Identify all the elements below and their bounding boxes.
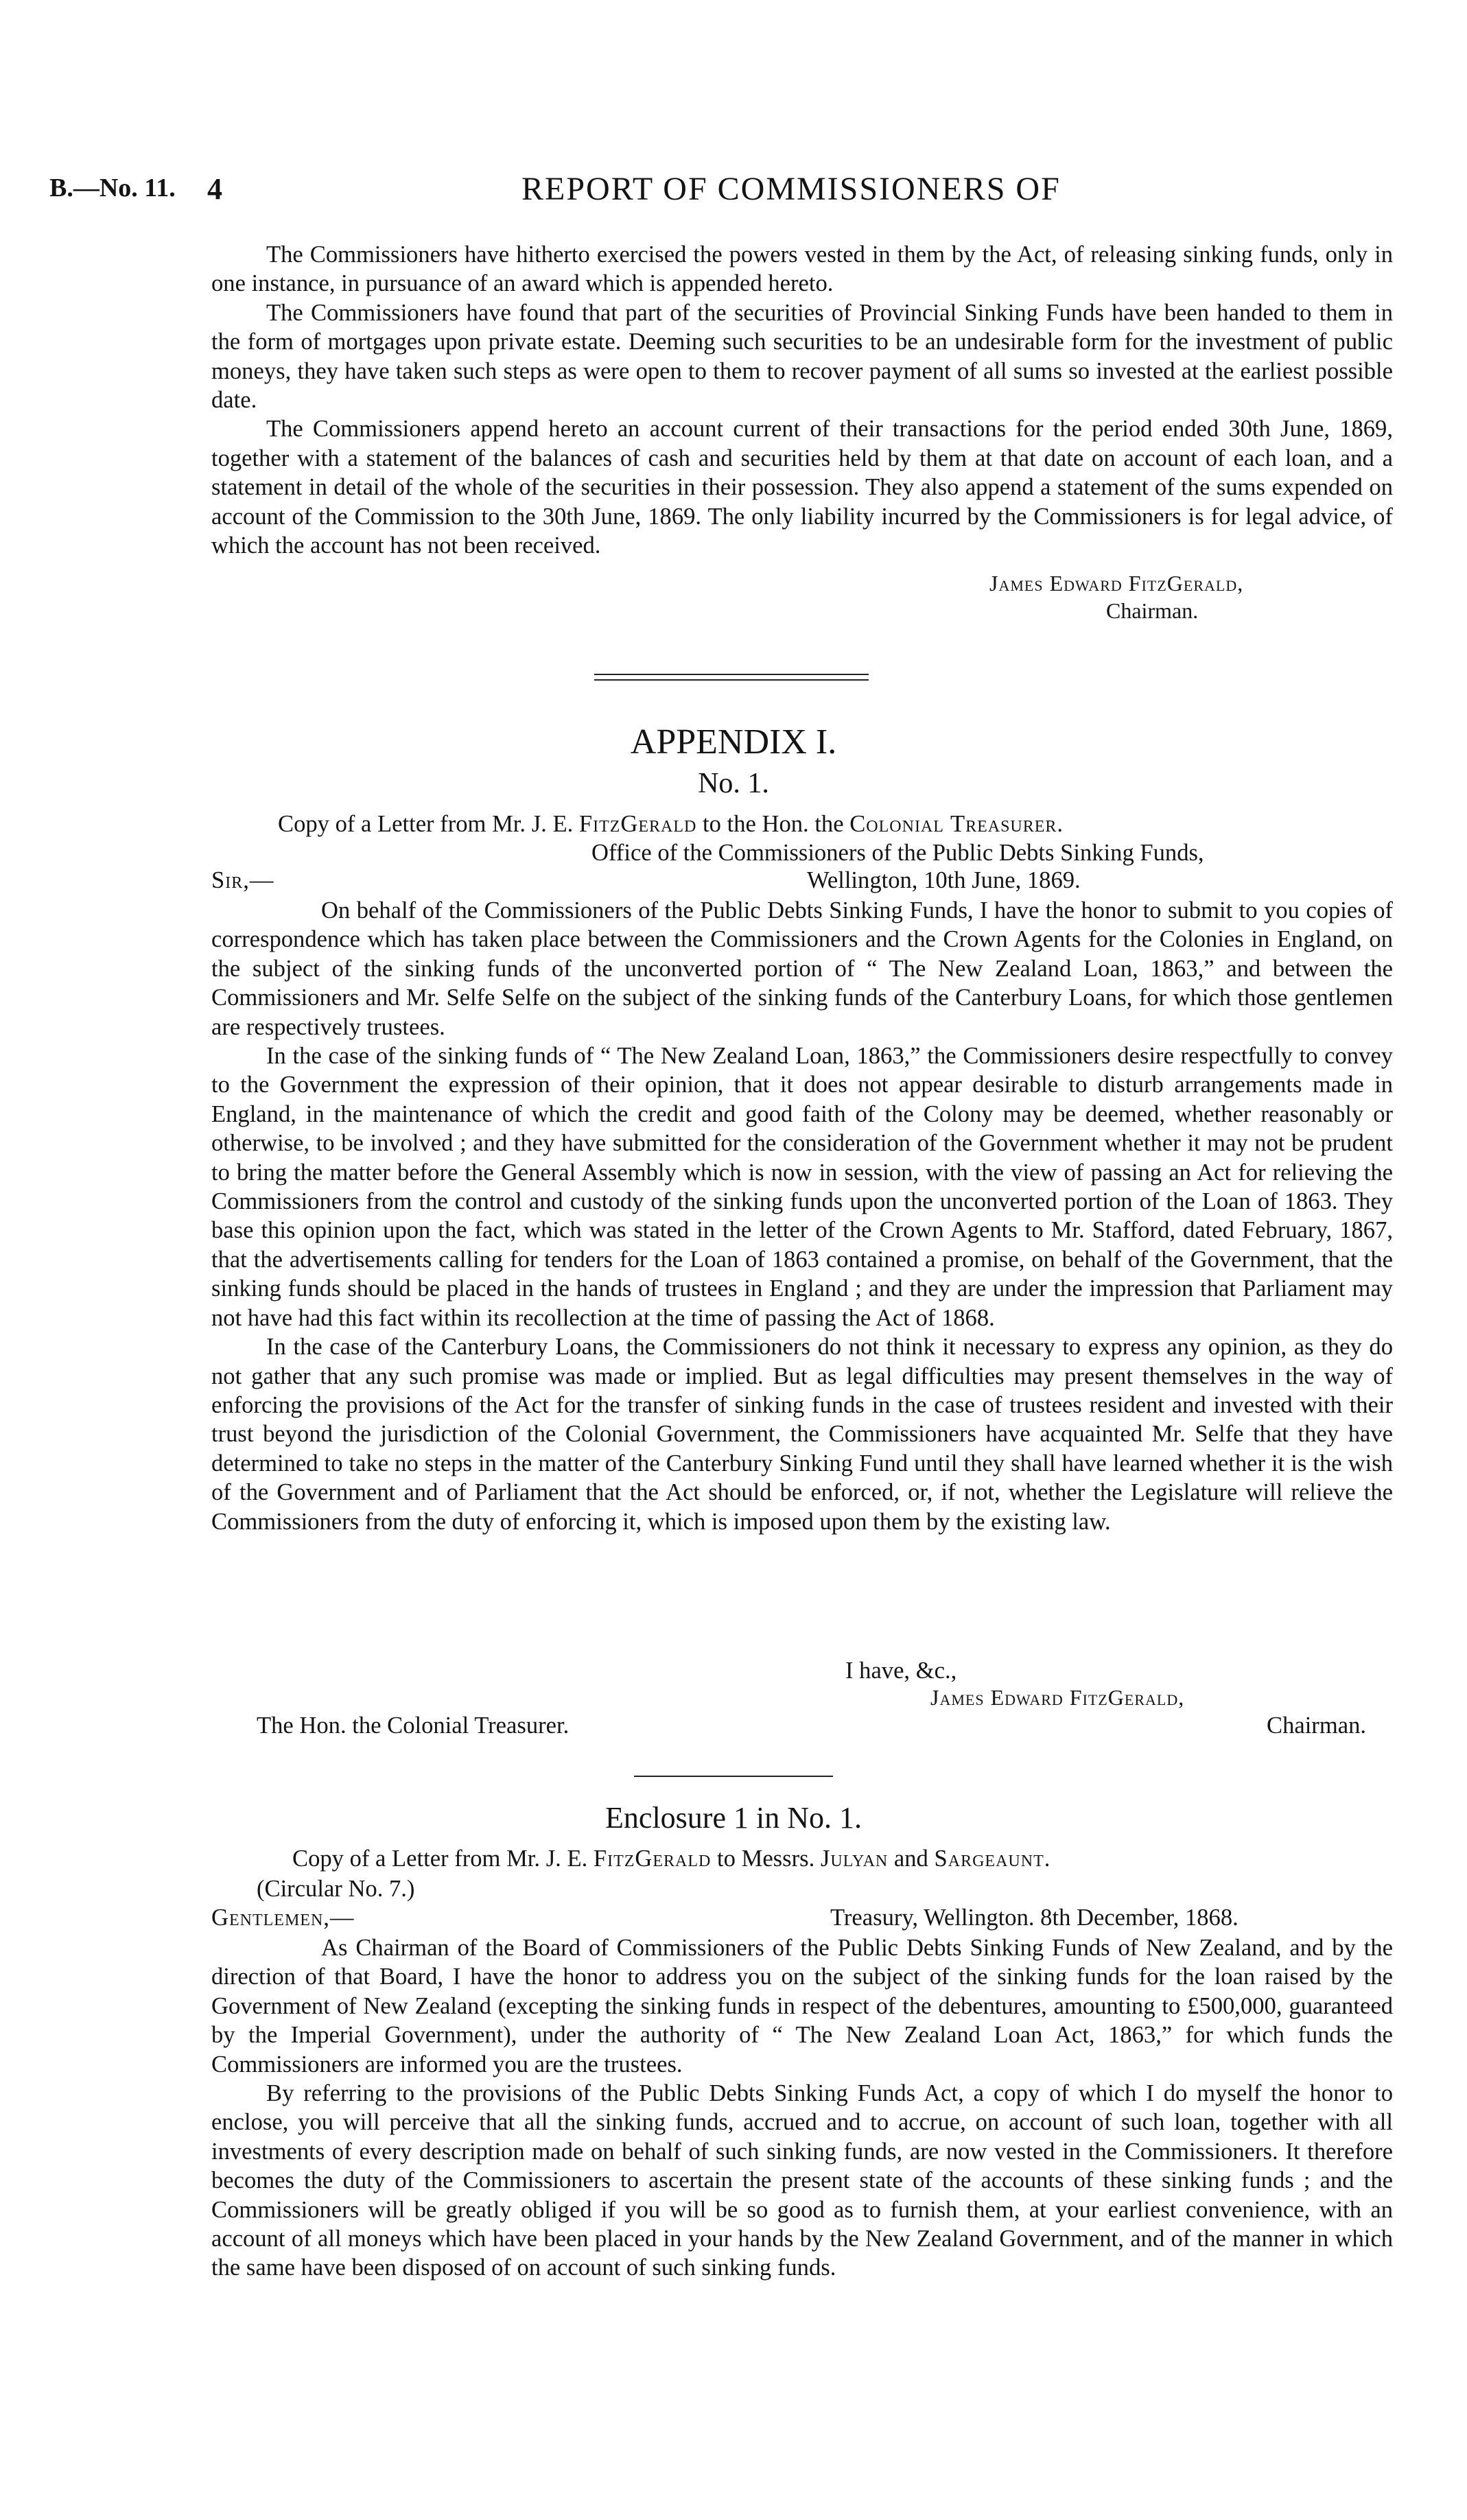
appendix-paragraph-3: In the case of the Canterbury Loans, the Commissioners do not think it necessary to express any opinion, as they do not gather that any such promise was made or implied. But as legal difficulties may present themselves in the way of enforcing the provisions of the Act for the transfer of sinking funds in the case of trustees resident and invested with their trust beyond the jurisdiction of the Colonial Government, the Commissioners have acquainted Mr. Selfe that they have determined to take no steps in the matter of the Canterbury Sinking Fund until they shall have learned whether it is the wish of the Government and of Parliament that the Act should be enforced, or, if not, whether the Legislature will relieve the Commissioners from the duty of enforcing it, which is imposed upon them by the existing law.	[211, 1334, 1393, 1535]
enclosure-caption	[292, 1846, 1051, 1872]
salutation: Sir,—	[211, 867, 274, 893]
appendix-caption	[278, 811, 1064, 838]
report-signatory-title: Chairman.	[1106, 598, 1199, 623]
appendix-paragraph-2: In the case of the sinking funds of “ The New Zealand Loan, 1863,” the Commissioners desire respectfully to convey to the Government the expression of their opinion, that it does not appear desirable to disturb arrangements made in England, in the maintenance of which the credit and good faith of the Colony may be deemed, whether reasonably or otherwise, to be involved ; and they have submitted for the consideration of the Government whether it may not be prudent to bring the matter before the General Assembly which is now in session, with the view of passing an Act for relieving the Commissioners from the control and custody of the sinking funds upon the unconverted portion of the Loan of 1863. They base this opinion upon the fact, which was stated in the letter of the Crown Agents to Mr. Stafford, dated February, 1867, that the advertisements calling for tenders for the Loan of 1863 contained a promise, on behalf of the Government, that the sinking funds should be placed in the hands of trustees in England ; and they are under the impression that Parliament may not have had this fact within its recollection at the time of passing the Act of 1868.	[211, 1043, 1393, 1331]
enclosure-caption-prefix: Copy of a Letter from Mr. J. E.	[292, 1846, 588, 1872]
enclosure-paragraph-1: As Chairman of the Board of Commissioners of the Public Debts Sinking Funds of New Zealand, and by the direction of that Board, I have the honor to address you on the subject of the sinking funds for the loan raised by the Government of New Zealand (excepting the sinking funds in respect of the debentures, amounting to £500,000, guaranteed by the Imperial Government), under the authority of “ The New Zealand Loan Act, 1863,” for which funds the Commissioners are informed you are the trustees.	[211, 1935, 1393, 2077]
report-paragraph-3: The Commissioners append hereto an account current of their transactions for the period ended 30th June, 1869, together with a statement of the balances of cash and securities held by them at that date on account of each loan, and a statement in detail of the whole of the securities in their possession. They also append a statement of the sums expended on account of the Commission to the 30th June, 1869. The only liability incurred by the Commissioners is for legal advice, of which the account has not been received.	[211, 416, 1393, 559]
page-number: 4	[207, 172, 222, 206]
appendix-number: No. 1.	[698, 768, 769, 799]
section-divider-top	[594, 674, 869, 675]
letter-addressee: The Hon. the Colonial Treasurer.	[257, 1712, 570, 1739]
letter-signatory: James Edward FitzGerald,	[930, 1685, 1185, 1710]
enclosure-recipient-1: Julyan	[820, 1846, 889, 1872]
report-signatory: James Edward FitzGerald,	[989, 571, 1244, 596]
enclosure-title: Enclosure 1 in No. 1.	[605, 1801, 862, 1835]
report-paragraph-1: The Commissioners have hitherto exercised the powers vested in them by the Act, of releasing sinking funds, only in one instance, in pursuance of an award which is appended hereto.	[211, 242, 1393, 297]
running-title: REPORT OF COMMISSIONERS OF	[521, 171, 1061, 207]
report-paragraph-2: The Commissioners have found that part of the securities of Provincial Sinking Funds have been handed to them in the form of mortgages upon private estate. Deeming such securities to be an undesirable form for the investment of public moneys, they have taken such steps as were open to them to recover payment of all sums so invested at the earliest possible date.	[211, 299, 1393, 414]
enclosure-paragraph-2: By referring to the provisions of the Public Debts Sinking Funds Act, a copy of which I do myself the honor to enclose, you will perceive that all the sinking funds, accrued and to accrue, on account of such loan, together with all investments of every description made on behalf of such sinking funds, are now vested in the Commissioners. It therefore becomes the duty of the Commissioners to ascertain the present state of the accounts of these sinking funds ; and the Commissioners will be greatly obliged if you will be so good as to furnish them, at your earliest convenience, with an account of all moneys which have been placed in your hands by the New Zealand Government, and of the manner in which the same have been disposed of on account of such sinking funds.	[211, 2080, 1393, 2281]
caption-mid: to the Hon. the	[703, 811, 844, 837]
circular-number: (Circular No. 7.)	[257, 1876, 415, 1902]
enclosure-place-date: Treasury, Wellington. 8th December, 1868.	[830, 1905, 1239, 1931]
report-body	[211, 240, 1393, 560]
caption-name: FitzGerald	[578, 811, 697, 837]
enclosure-caption-mid: to Messrs.	[717, 1846, 815, 1872]
document-reference: B.—No. 11.	[49, 174, 176, 202]
office-line: Office of the Commissioners of the Public Debts Sinking Funds,	[591, 840, 1204, 866]
enclosure-letter-body	[211, 1933, 1393, 2283]
appendix-paragraph-1: On behalf of the Commissioners of the Public Debts Sinking Funds, I have the honor to submit to you copies of correspondence which has taken place between the Commissioners and the Crown Agents for the Colonies in England, on the subject of the sinking funds of the unconverted portion of “ The New Zealand Loan, 1863,” and between the Commissioners and Mr. Selfe Selfe on the subject of the sinking funds of the Canterbury Loans, for which those gentlemen are respectively trustees.	[211, 897, 1393, 1040]
caption-prefix: Copy of a Letter from Mr. J. E.	[278, 811, 574, 837]
enclosure-caption-name: FitzGerald	[593, 1846, 712, 1872]
letter-signatory-title: Chairman.	[1267, 1712, 1366, 1739]
caption-recipient: Colonial Treasurer.	[849, 811, 1064, 837]
appendix-letter-body	[211, 896, 1393, 1536]
enclosure-caption-and: and	[893, 1846, 928, 1872]
section-divider-bottom	[594, 679, 869, 681]
place-date: Wellington, 10th June, 1869.	[807, 867, 1081, 893]
enclosure-salutation: Gentlemen,—	[211, 1905, 355, 1931]
enclosure-divider	[634, 1776, 833, 1777]
letter-closing: I have, &c.,	[845, 1658, 957, 1684]
enclosure-recipient-2: Sargeaunt.	[934, 1846, 1051, 1872]
appendix-title: APPENDIX I.	[630, 722, 837, 762]
